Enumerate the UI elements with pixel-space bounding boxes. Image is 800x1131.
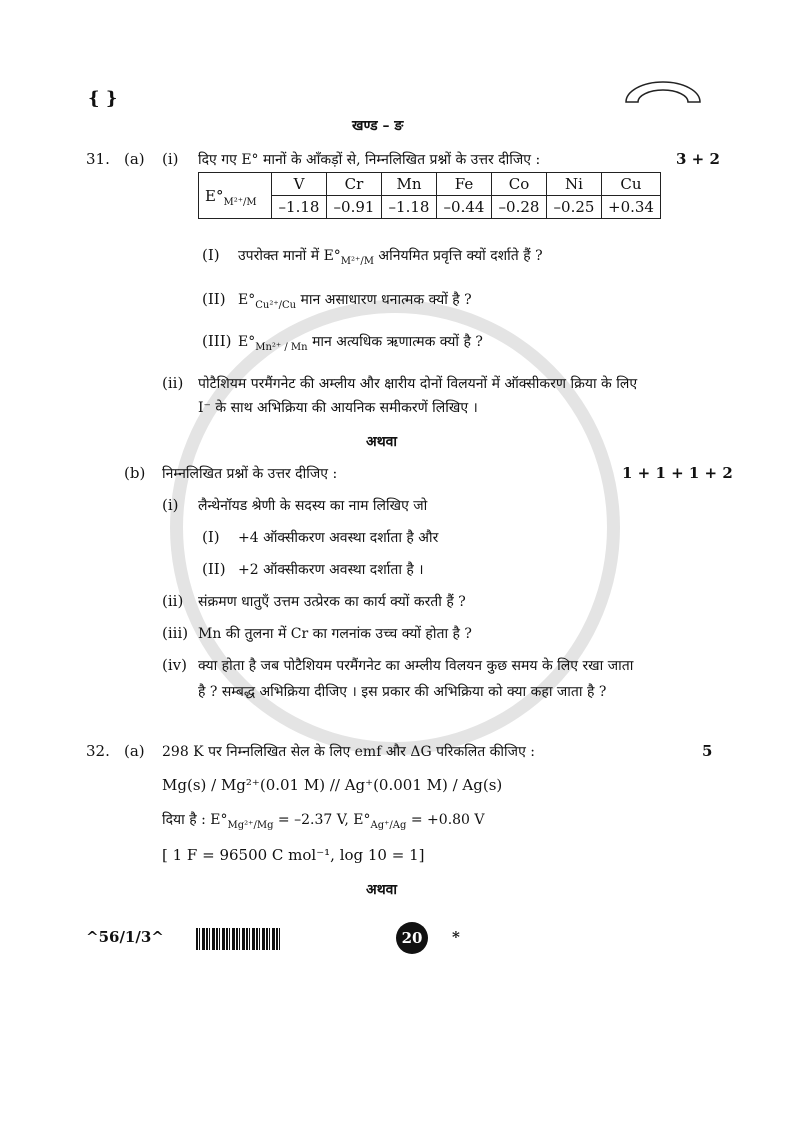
q31-bII-label: (II) xyxy=(202,560,226,578)
q31-bi-text: लैन्थेनॉयड श्रेणी के सदस्य का नाम लिखिए जो xyxy=(198,498,428,514)
q31-biv-line2: है ? सम्बद्ध अभिक्रिया दीजिए । इस प्रकार की अभिक्रिया को क्या कहा जाता है ? xyxy=(198,684,607,700)
braces-mark: { } xyxy=(88,88,118,109)
q31-biv-label: (iv) xyxy=(162,656,187,674)
or-separator: अथवा xyxy=(366,434,398,450)
q31-ii-line2: I⁻ के साथ अभिक्रिया की आयनिक समीकरणें लिखिए । xyxy=(198,400,478,416)
table-row-label: $E^\circ_{M^{2+}/M}$ xyxy=(199,173,272,219)
paper-code: ^56/1/3^ xyxy=(86,928,164,946)
table-header: Ni xyxy=(547,173,602,196)
table-header: Co xyxy=(492,173,547,196)
barcode xyxy=(196,928,282,950)
table-cell: –1.18 xyxy=(272,196,327,219)
q31-bII-text: +2 ऑक्सीकरण अवस्था दर्शाता है । xyxy=(238,562,424,578)
q31-bI-label: (I) xyxy=(202,528,220,546)
q32-given: दिया है : $E^\circ_{Mg^{2+}/Mg} = -2.37$ V, $E^\circ_{Ag^+/Ag} = +0.80$ V xyxy=(162,812,485,831)
table-cell: –0.91 xyxy=(327,196,382,219)
footer-star: * xyxy=(452,928,460,946)
table-cell: –1.18 xyxy=(382,196,437,219)
table-cell: +0.34 xyxy=(602,196,661,219)
electrode-potential-table xyxy=(198,172,661,219)
table-cell: –0.28 xyxy=(492,196,547,219)
table-cell: –0.25 xyxy=(547,196,602,219)
q31-b-marks: 1 + 1 + 1 + 2 xyxy=(622,464,733,482)
table-header: Mn xyxy=(382,173,437,196)
table-header: Cu xyxy=(602,173,661,196)
page-number: 20 xyxy=(396,922,428,954)
q31-a-label: (a) xyxy=(124,150,145,168)
q32-text: 298 K पर निम्नलिखित सेल के लिए emf और ΔG परिकलित कीजिए : xyxy=(162,744,535,760)
or-separator-2: अथवा xyxy=(366,882,398,898)
q31-II-label: (II) xyxy=(202,290,226,308)
q31-bI-text: +4 ऑक्सीकरण अवस्था दर्शाता है और xyxy=(238,530,439,546)
q31-biii-label: (iii) xyxy=(162,624,189,642)
table-cell: –0.44 xyxy=(437,196,492,219)
table-header: Fe xyxy=(437,173,492,196)
q32-constants: [ 1 F = 96500 C mol⁻¹, log 10 = 1] xyxy=(162,846,425,864)
table-header: Cr xyxy=(327,173,382,196)
q31-number: 31. xyxy=(86,150,110,168)
arc-logo xyxy=(622,78,704,104)
q31-II-text: $E^\circ_{Cu^{2+}/Cu}$ मान असाधारण धनात्मक क्यों है ? xyxy=(238,292,472,311)
q31-biii-text: Mn की तुलना में Cr का गलनांक उच्च क्यों होता है ? xyxy=(198,626,472,642)
q31-I-text: उपरोक्त मानों में $E^\circ_{M^{2+}/M}$ अनियमित प्रवृत्ति क्यों दर्शाते हैं ? xyxy=(238,248,543,267)
q31-marks: 3 + 2 xyxy=(676,150,720,168)
q32-a-label: (a) xyxy=(124,742,145,760)
q31-bii-text: संक्रमण धातुएँ उत्तम उत्प्रेरक का कार्य क्यों करती हैं ? xyxy=(198,594,466,610)
table-header: V xyxy=(272,173,327,196)
q31-III-label: (III) xyxy=(202,332,232,350)
q32-cell: Mg(s) / Mg²⁺(0.01 M) // Ag⁺(0.001 M) / Ag(s) xyxy=(162,776,503,794)
q32-number: 32. xyxy=(86,742,110,760)
q31-III-text: $E^\circ_{Mn^{2+} / Mn}$ मान अत्यधिक ऋणात्मक क्यों है ? xyxy=(238,334,483,353)
q31-I-label: (I) xyxy=(202,246,220,264)
q31-i-text: दिए गए E° मानों के आँकड़ों से, निम्नलिखित प्रश्नों के उत्तर दीजिए : xyxy=(198,152,541,168)
q31-biv-line1: क्या होता है जब पोटैशियम परमैंगनेट का अम्लीय विलयन कुछ समय के लिए रखा जाता xyxy=(198,658,634,674)
q31-ii-label: (ii) xyxy=(162,374,184,392)
q31-bi-label: (i) xyxy=(162,496,179,514)
q31-i-label: (i) xyxy=(162,150,179,168)
section-title: खण्ड – ङ xyxy=(352,118,404,134)
q32-marks: 5 xyxy=(702,742,713,760)
q31-b-label: (b) xyxy=(124,464,146,482)
q31-b-text: निम्नलिखित प्रश्नों के उत्तर दीजिए : xyxy=(162,466,338,482)
q31-bii-label: (ii) xyxy=(162,592,184,610)
q31-ii-line1: पोटैशियम परमैंगनेट की अम्लीय और क्षारीय दोनों विलयनों में ऑक्सीकरण क्रिया के लिए xyxy=(198,376,638,392)
